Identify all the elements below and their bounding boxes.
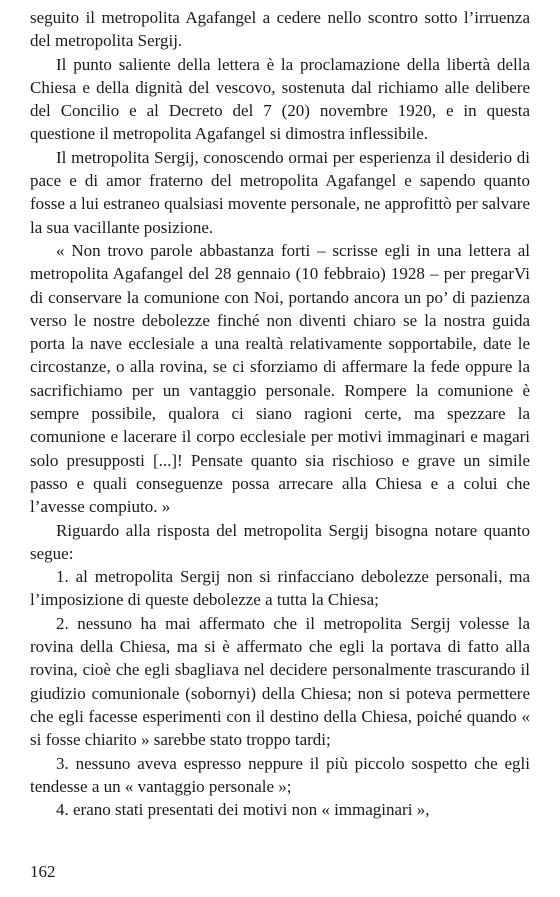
paragraph-sergij-position: Il metropolita Sergij, conoscendo ormai per esperienza il desiderio di pace e di amor fraterno del metropolita Agafangel e sapendo quanto fosse a lui estraneo qualsiasi movente personale, ne approfittò per salvare la sua vacillante posizione.: [30, 147, 530, 237]
paragraph-quote: « Non trovo parole abbastanza forti – scrisse egli in una lettera al metropolita Agafangel del 28 gennaio (10 febbraio) 1928 – per pregarVi di conservare la comunione con Noi, portando ancora un po’ di pazienza verso le nostre debolezze finché non diventi chiaro se la nostra guida porta la nave ecclesiale a una realtà relativamente sopportabile, date le circostanze, o alla rovina, se ci sforziamo di affermare la fede oppure la sacrifichiamo per un vantaggio personale. Rompere la comunione è sempre possibile, qualora ci siano ragioni certe, ma spezzare la comunione e lacerare il corpo ecclesiale per motivi immaginari e magari solo presupposti [...]! Pensate quanto sia rischioso e grave un simile passo e quali conseguenze possa arrecare alla Chiesa e a colui che l’avesse compiuto. »: [30, 240, 530, 517]
list-item-3: 3. nessuno aveva espresso neppure il più piccolo sospetto che egli tendesse a un « vantaggio personale »;: [30, 753, 530, 796]
page-body: [30, 6, 530, 821]
paragraph-letter-point: Il punto saliente della lettera è la proclamazione della libertà della Chiesa e della dignità del vescovo, sostenuta dal richiamo alle delibere del Concilio e al Decreto del 7 (20) novembre 1920, e in questa questione il metropolita Agafangel si dimostra inflessibile.: [30, 54, 530, 144]
paragraph-continuation: seguito il metropolita Agafangel a cedere nello scontro sotto l’irruenza del metropolita Sergij.: [30, 8, 530, 51]
list-item-4: 4. erano stati presentati dei motivi non « immaginari »,: [56, 800, 430, 820]
page-number: 162: [30, 862, 56, 881]
list-item-2: 2. nessuno ha mai affermato che il metropolita Sergij volesse la rovina della Chiesa, ma si è affermato che egli la portava di fatto alla rovina, cioè che egli sbagliava nel decidere personalmente trascurando il giudizio comunionale (sobornyi) della Chiesa; non si poteva permettere che egli facesse esperimenti con il destino della Chiesa, poiché quando « si fosse chiarito » sarebbe stato troppo tardi;: [30, 613, 530, 750]
paragraph-response-intro: Riguardo alla risposta del metropolita Sergij bisogna notare quanto segue:: [30, 520, 530, 563]
list-item-1: 1. al metropolita Sergij non si rinfacciano debolezze personali, ma l’imposizione di queste debolezze a tutta la Chiesa;: [30, 567, 530, 610]
